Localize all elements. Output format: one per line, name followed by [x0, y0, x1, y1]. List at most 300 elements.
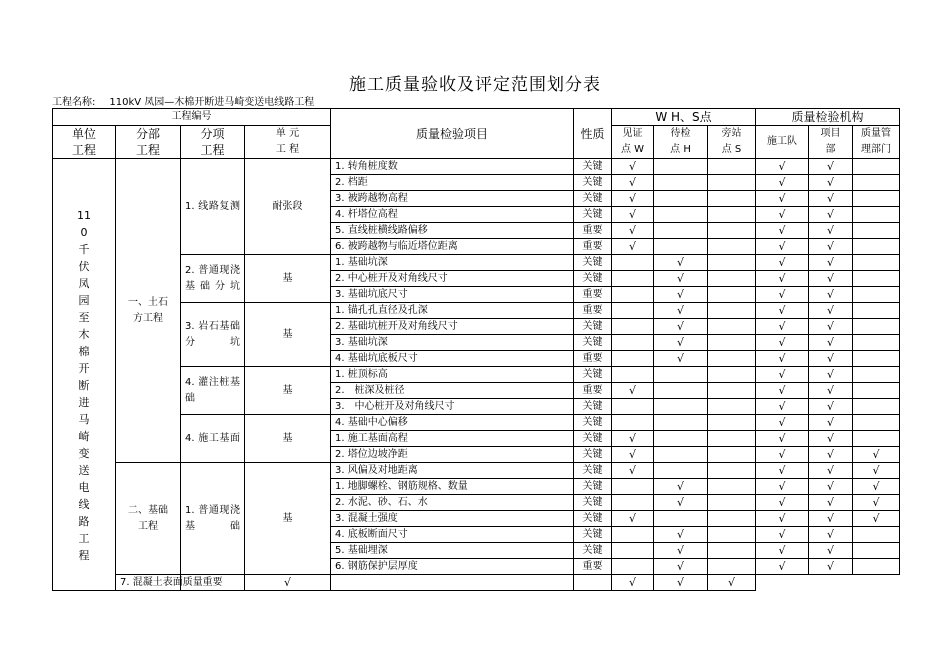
side-cell — [708, 415, 756, 431]
hold-cell — [654, 287, 708, 303]
check-mark: √ — [778, 223, 786, 237]
nature-cell: 重要 — [574, 223, 612, 239]
witness-cell — [612, 479, 654, 495]
check-mark: √ — [872, 463, 880, 477]
division-header: 分部 工程 — [116, 126, 181, 159]
witness-cell — [612, 191, 654, 207]
check-mark: √ — [826, 527, 834, 541]
check-mark: √ — [826, 175, 834, 189]
check-mark: √ — [778, 447, 786, 461]
project-dept-cell — [809, 399, 853, 415]
side-cell — [708, 399, 756, 415]
element-cell: 基 — [245, 367, 331, 415]
check-mark: √ — [676, 351, 684, 365]
check-mark: √ — [676, 319, 684, 333]
check-mark: √ — [826, 431, 834, 445]
witness-cell — [612, 175, 654, 191]
witness-cell — [612, 239, 654, 255]
quality-division-table — [52, 108, 900, 591]
check-mark: √ — [778, 463, 786, 477]
check-mark: √ — [283, 575, 291, 589]
inspection-item-cell: 2. 档距 — [331, 175, 574, 191]
crew-cell — [756, 447, 809, 463]
side-cell — [708, 303, 756, 319]
check-mark: √ — [778, 175, 786, 189]
project-dept-cell — [809, 431, 853, 447]
hold-cell — [654, 319, 708, 335]
check-mark: √ — [826, 271, 834, 285]
element-cell: 基 — [245, 255, 331, 303]
check-mark: √ — [676, 495, 684, 509]
nature-cell: 关键 — [574, 463, 612, 479]
project-dept-cell — [809, 543, 853, 559]
check-mark: √ — [778, 511, 786, 525]
inspection-item-cell: 5. 基础埋深 — [331, 543, 574, 559]
qm-dept-cell — [708, 575, 756, 591]
witness-cell — [612, 543, 654, 559]
whs-header: W H、S点 — [612, 109, 756, 126]
check-mark: √ — [826, 223, 834, 237]
inspection-item-cell: 5. 直线桩横线路偏移 — [331, 223, 574, 239]
side-cell — [708, 543, 756, 559]
org-header: 质量检验机构 — [756, 109, 900, 126]
table-row — [53, 159, 900, 175]
nature-cell: 关键 — [574, 495, 612, 511]
qm-dept-cell — [853, 303, 900, 319]
side-cell — [708, 383, 756, 399]
project-dept-cell — [654, 575, 708, 591]
inspection-item-header: 质量检验项目 — [331, 109, 574, 159]
check-mark: √ — [628, 463, 636, 477]
subitem-cell: 4. 灌注桩基础 — [181, 367, 245, 415]
check-mark: √ — [676, 335, 684, 349]
inspection-item-cell: 1. 转角桩度数 — [331, 159, 574, 175]
hold-cell — [654, 191, 708, 207]
witness-cell — [612, 511, 654, 527]
project-dept-cell — [809, 223, 853, 239]
check-mark: √ — [826, 447, 834, 461]
check-mark: √ — [778, 543, 786, 557]
nature-cell: 关键 — [574, 511, 612, 527]
hold-cell — [654, 335, 708, 351]
check-mark: √ — [778, 527, 786, 541]
witness-cell — [612, 287, 654, 303]
check-mark: √ — [778, 303, 786, 317]
witness-cell — [612, 351, 654, 367]
check-mark: √ — [826, 191, 834, 205]
subitem-header: 分项 工程 — [181, 126, 245, 159]
side-cell — [708, 223, 756, 239]
check-mark: √ — [628, 223, 636, 237]
qm-dept-cell — [853, 543, 900, 559]
project-dept-cell — [809, 559, 853, 575]
witness-header: 见证 点 W — [612, 126, 654, 159]
check-mark: √ — [826, 479, 834, 493]
hold-cell — [654, 431, 708, 447]
check-mark: √ — [872, 495, 880, 509]
hold-cell — [654, 543, 708, 559]
side-cell — [708, 431, 756, 447]
hold-cell — [654, 447, 708, 463]
side-cell — [708, 287, 756, 303]
hold-cell — [654, 223, 708, 239]
hold-cell — [654, 255, 708, 271]
project-dept-cell — [809, 191, 853, 207]
table-row — [53, 367, 900, 383]
element-header: 单 元 工 程 — [245, 126, 331, 159]
nature-cell: 重要 — [574, 287, 612, 303]
check-mark: √ — [676, 303, 684, 317]
inspection-item-cell: 1. 施工基面高程 — [331, 431, 574, 447]
witness-cell — [612, 159, 654, 175]
inspection-item-cell: 1. 桩顶标高 — [331, 367, 574, 383]
project-dept-cell — [809, 383, 853, 399]
qm-dept-cell — [853, 287, 900, 303]
inspection-item-cell: 1. 基础坑深 — [331, 255, 574, 271]
nature-cell: 重要 — [181, 575, 245, 591]
witness-cell — [612, 431, 654, 447]
check-mark: √ — [826, 303, 834, 317]
nature-cell: 关键 — [574, 447, 612, 463]
crew-cell — [756, 239, 809, 255]
qm-dept-cell — [853, 495, 900, 511]
side-cell — [708, 495, 756, 511]
nature-cell: 关键 — [574, 175, 612, 191]
check-mark: √ — [628, 159, 636, 173]
check-mark: √ — [628, 575, 636, 589]
inspection-item-cell: 7. 混凝土表面质量 — [116, 575, 181, 591]
hold-cell — [654, 175, 708, 191]
crew-cell — [756, 287, 809, 303]
inspection-item-cell: 6. 钢筋保护层厚度 — [331, 559, 574, 575]
crew-cell — [756, 383, 809, 399]
project-dept-cell — [809, 287, 853, 303]
project-dept-cell — [809, 239, 853, 255]
table-row — [53, 255, 900, 271]
side-cell — [708, 319, 756, 335]
check-mark: √ — [676, 479, 684, 493]
witness-cell — [612, 559, 654, 575]
qm-dept-cell — [853, 511, 900, 527]
check-mark: √ — [826, 383, 834, 397]
check-mark: √ — [676, 559, 684, 573]
inspection-item-cell: 4. 基础中心偏移 — [331, 415, 574, 431]
qm-dept-cell — [853, 255, 900, 271]
element-cell: 耐张段 — [245, 159, 331, 255]
check-mark: √ — [826, 415, 834, 429]
check-mark: √ — [826, 543, 834, 557]
subitem-cell: 3. 岩石基础分坑 — [181, 303, 245, 367]
nature-cell: 关键 — [574, 415, 612, 431]
project-dept-cell — [809, 271, 853, 287]
check-mark: √ — [676, 271, 684, 285]
nature-cell: 关键 — [574, 271, 612, 287]
crew-cell — [756, 271, 809, 287]
hold-cell — [331, 575, 574, 591]
element-cell: 基 — [245, 415, 331, 463]
check-mark: √ — [778, 191, 786, 205]
side-cell — [708, 511, 756, 527]
side-cell — [708, 527, 756, 543]
witness-cell — [612, 399, 654, 415]
unit-project-cell — [53, 159, 116, 591]
check-mark: √ — [778, 319, 786, 333]
hold-cell — [654, 271, 708, 287]
inspection-item-cell: 2. 水泥、砂、石、水 — [331, 495, 574, 511]
project-dept-cell — [809, 479, 853, 495]
table-row — [53, 463, 900, 479]
check-mark: √ — [778, 495, 786, 509]
crew-cell — [756, 335, 809, 351]
element-cell: 基 — [245, 463, 331, 575]
crew-cell — [756, 415, 809, 431]
qm-dept-cell — [853, 319, 900, 335]
qm-dept-cell — [853, 351, 900, 367]
crew-cell — [756, 399, 809, 415]
nature-cell: 重要 — [574, 239, 612, 255]
witness-cell — [612, 335, 654, 351]
project-dept-cell — [809, 351, 853, 367]
crew-cell — [756, 511, 809, 527]
inspection-item-cell: 3. 中心桩开及对角线尺寸 — [331, 399, 574, 415]
side-cell — [708, 559, 756, 575]
nature-cell: 重要 — [574, 351, 612, 367]
check-mark: √ — [778, 159, 786, 173]
check-mark: √ — [778, 415, 786, 429]
crew-cell — [756, 527, 809, 543]
check-mark: √ — [727, 575, 735, 589]
crew-cell — [756, 431, 809, 447]
crew-cell — [756, 319, 809, 335]
crew-cell — [756, 351, 809, 367]
check-mark: √ — [628, 239, 636, 253]
side-cell — [708, 159, 756, 175]
side-cell — [708, 239, 756, 255]
crew-cell — [756, 175, 809, 191]
check-mark: √ — [826, 495, 834, 509]
check-mark: √ — [826, 399, 834, 413]
side-cell — [708, 351, 756, 367]
check-mark: √ — [778, 271, 786, 285]
project-dept-cell — [809, 335, 853, 351]
nature-cell: 关键 — [574, 479, 612, 495]
qm-dept-cell — [853, 383, 900, 399]
qm-dept-cell — [853, 559, 900, 575]
side-cell — [708, 191, 756, 207]
project-dept-cell — [809, 255, 853, 271]
table-row — [53, 415, 900, 431]
check-mark: √ — [778, 367, 786, 381]
crew-cell — [756, 367, 809, 383]
table-row — [53, 303, 900, 319]
check-mark: √ — [826, 367, 834, 381]
qm-dept-cell — [853, 527, 900, 543]
check-mark: √ — [778, 383, 786, 397]
division-cell: 一、土石 方工程 — [116, 159, 181, 463]
check-mark: √ — [826, 351, 834, 365]
hold-cell — [654, 383, 708, 399]
project-dept-cell — [809, 415, 853, 431]
check-mark: √ — [778, 479, 786, 493]
nature-cell: 关键 — [574, 367, 612, 383]
qm-dept-cell — [853, 367, 900, 383]
check-mark: √ — [628, 383, 636, 397]
nature-cell: 关键 — [574, 335, 612, 351]
unit-project-name: 110千伏凤园至木棉开断进马崎变送电线路工程 — [77, 209, 91, 562]
check-mark: √ — [628, 175, 636, 189]
inspection-item-cell: 3. 混凝土强度 — [331, 511, 574, 527]
inspection-item-cell: 3. 被跨越物高程 — [331, 191, 574, 207]
side-header: 旁站 点 S — [708, 126, 756, 159]
nature-cell: 重要 — [574, 303, 612, 319]
check-mark: √ — [628, 207, 636, 221]
witness-cell — [612, 255, 654, 271]
qm-dept-header: 质量管 理部门 — [853, 126, 900, 159]
hold-cell — [654, 463, 708, 479]
check-mark: √ — [826, 463, 834, 477]
element-cell: 基 — [245, 303, 331, 367]
qm-dept-cell — [853, 399, 900, 415]
project-dept-cell — [809, 495, 853, 511]
nature-cell: 重要 — [574, 559, 612, 575]
crew-cell — [756, 559, 809, 575]
crew-cell — [756, 255, 809, 271]
crew-cell — [756, 159, 809, 175]
nature-cell: 关键 — [574, 527, 612, 543]
hold-cell — [654, 239, 708, 255]
hold-cell — [654, 479, 708, 495]
hold-cell — [654, 303, 708, 319]
hold-cell — [654, 527, 708, 543]
witness-cell — [612, 223, 654, 239]
inspection-item-cell: 2. 塔位边坡净距 — [331, 447, 574, 463]
check-mark: √ — [826, 255, 834, 269]
project-dept-header: 项目 部 — [809, 126, 853, 159]
nature-header: 性质 — [574, 109, 612, 159]
nature-cell: 关键 — [574, 159, 612, 175]
inspection-item-cell: 3. 基础坑底尺寸 — [331, 287, 574, 303]
crew-cell — [756, 543, 809, 559]
table-row — [53, 575, 900, 591]
project-dept-cell — [809, 207, 853, 223]
check-mark: √ — [826, 335, 834, 349]
check-mark: √ — [872, 511, 880, 525]
inspection-item-cell: 1. 地脚螺栓、钢筋规格、数量 — [331, 479, 574, 495]
project-dept-cell — [809, 511, 853, 527]
nature-cell: 关键 — [574, 399, 612, 415]
subitem-cell: 1. 普通现浇基础 — [181, 463, 245, 575]
inspection-item-cell: 4. 杆塔位高程 — [331, 207, 574, 223]
check-mark: √ — [676, 543, 684, 557]
inspection-item-cell: 3. 基础坑深 — [331, 335, 574, 351]
witness-cell — [612, 415, 654, 431]
check-mark: √ — [826, 559, 834, 573]
inspection-item-cell: 1. 锚孔孔直径及孔深 — [331, 303, 574, 319]
check-mark: √ — [826, 159, 834, 173]
document-title: 施工质量验收及评定范围划分表 — [349, 75, 601, 95]
crew-cell — [756, 191, 809, 207]
project-code-header: 工程编号 — [53, 109, 331, 126]
qm-dept-cell — [853, 271, 900, 287]
witness-cell — [612, 207, 654, 223]
hold-cell — [654, 415, 708, 431]
qm-dept-cell — [853, 159, 900, 175]
side-cell — [708, 207, 756, 223]
hold-cell — [654, 159, 708, 175]
nature-cell: 关键 — [574, 431, 612, 447]
check-mark: √ — [826, 207, 834, 221]
check-mark: √ — [826, 319, 834, 333]
nature-cell: 关键 — [574, 255, 612, 271]
crew-cell — [756, 463, 809, 479]
crew-cell — [756, 207, 809, 223]
nature-cell: 关键 — [574, 191, 612, 207]
check-mark: √ — [628, 447, 636, 461]
check-mark: √ — [778, 255, 786, 269]
side-cell — [708, 367, 756, 383]
hold-cell — [654, 399, 708, 415]
project-dept-cell — [809, 527, 853, 543]
hold-cell — [654, 207, 708, 223]
witness-cell — [612, 527, 654, 543]
check-mark: √ — [778, 399, 786, 413]
check-mark: √ — [778, 239, 786, 253]
side-cell — [708, 447, 756, 463]
qm-dept-cell — [853, 447, 900, 463]
qm-dept-cell — [853, 463, 900, 479]
witness-cell — [612, 367, 654, 383]
check-mark: √ — [778, 335, 786, 349]
crew-cell — [756, 303, 809, 319]
project-dept-cell — [809, 367, 853, 383]
qm-dept-cell — [853, 479, 900, 495]
side-cell — [708, 255, 756, 271]
hold-cell — [654, 351, 708, 367]
crew-cell — [756, 223, 809, 239]
nature-cell: 关键 — [574, 319, 612, 335]
qm-dept-cell — [853, 415, 900, 431]
check-mark: √ — [628, 511, 636, 525]
inspection-item-cell: 6. 被跨越物与临近塔位距离 — [331, 239, 574, 255]
hold-header: 待检 点 H — [654, 126, 708, 159]
project-name: 110kV 凤园—木棉开断进马崎变送电线路工程 — [109, 97, 315, 108]
side-cell — [574, 575, 612, 591]
check-mark: √ — [778, 431, 786, 445]
check-mark: √ — [676, 575, 684, 589]
check-mark: √ — [676, 527, 684, 541]
table-body — [53, 109, 900, 591]
check-mark: √ — [826, 287, 834, 301]
witness-cell — [612, 495, 654, 511]
qm-dept-cell — [853, 335, 900, 351]
crew-cell — [756, 479, 809, 495]
witness-cell — [612, 463, 654, 479]
side-cell — [708, 271, 756, 287]
project-dept-cell — [809, 175, 853, 191]
qm-dept-cell — [853, 223, 900, 239]
project-label: 工程名称: — [52, 97, 96, 108]
subitem-cell: 2. 普通现浇基础分坑 — [181, 255, 245, 303]
side-cell — [708, 479, 756, 495]
check-mark: √ — [676, 287, 684, 301]
subitem-cell: 4. 施工基面 — [181, 415, 245, 463]
subitem-cell: 1. 线路复测 — [181, 159, 245, 255]
qm-dept-cell — [853, 431, 900, 447]
hold-cell — [654, 511, 708, 527]
header-row-1 — [53, 109, 900, 126]
side-cell — [708, 335, 756, 351]
check-mark: √ — [676, 255, 684, 269]
